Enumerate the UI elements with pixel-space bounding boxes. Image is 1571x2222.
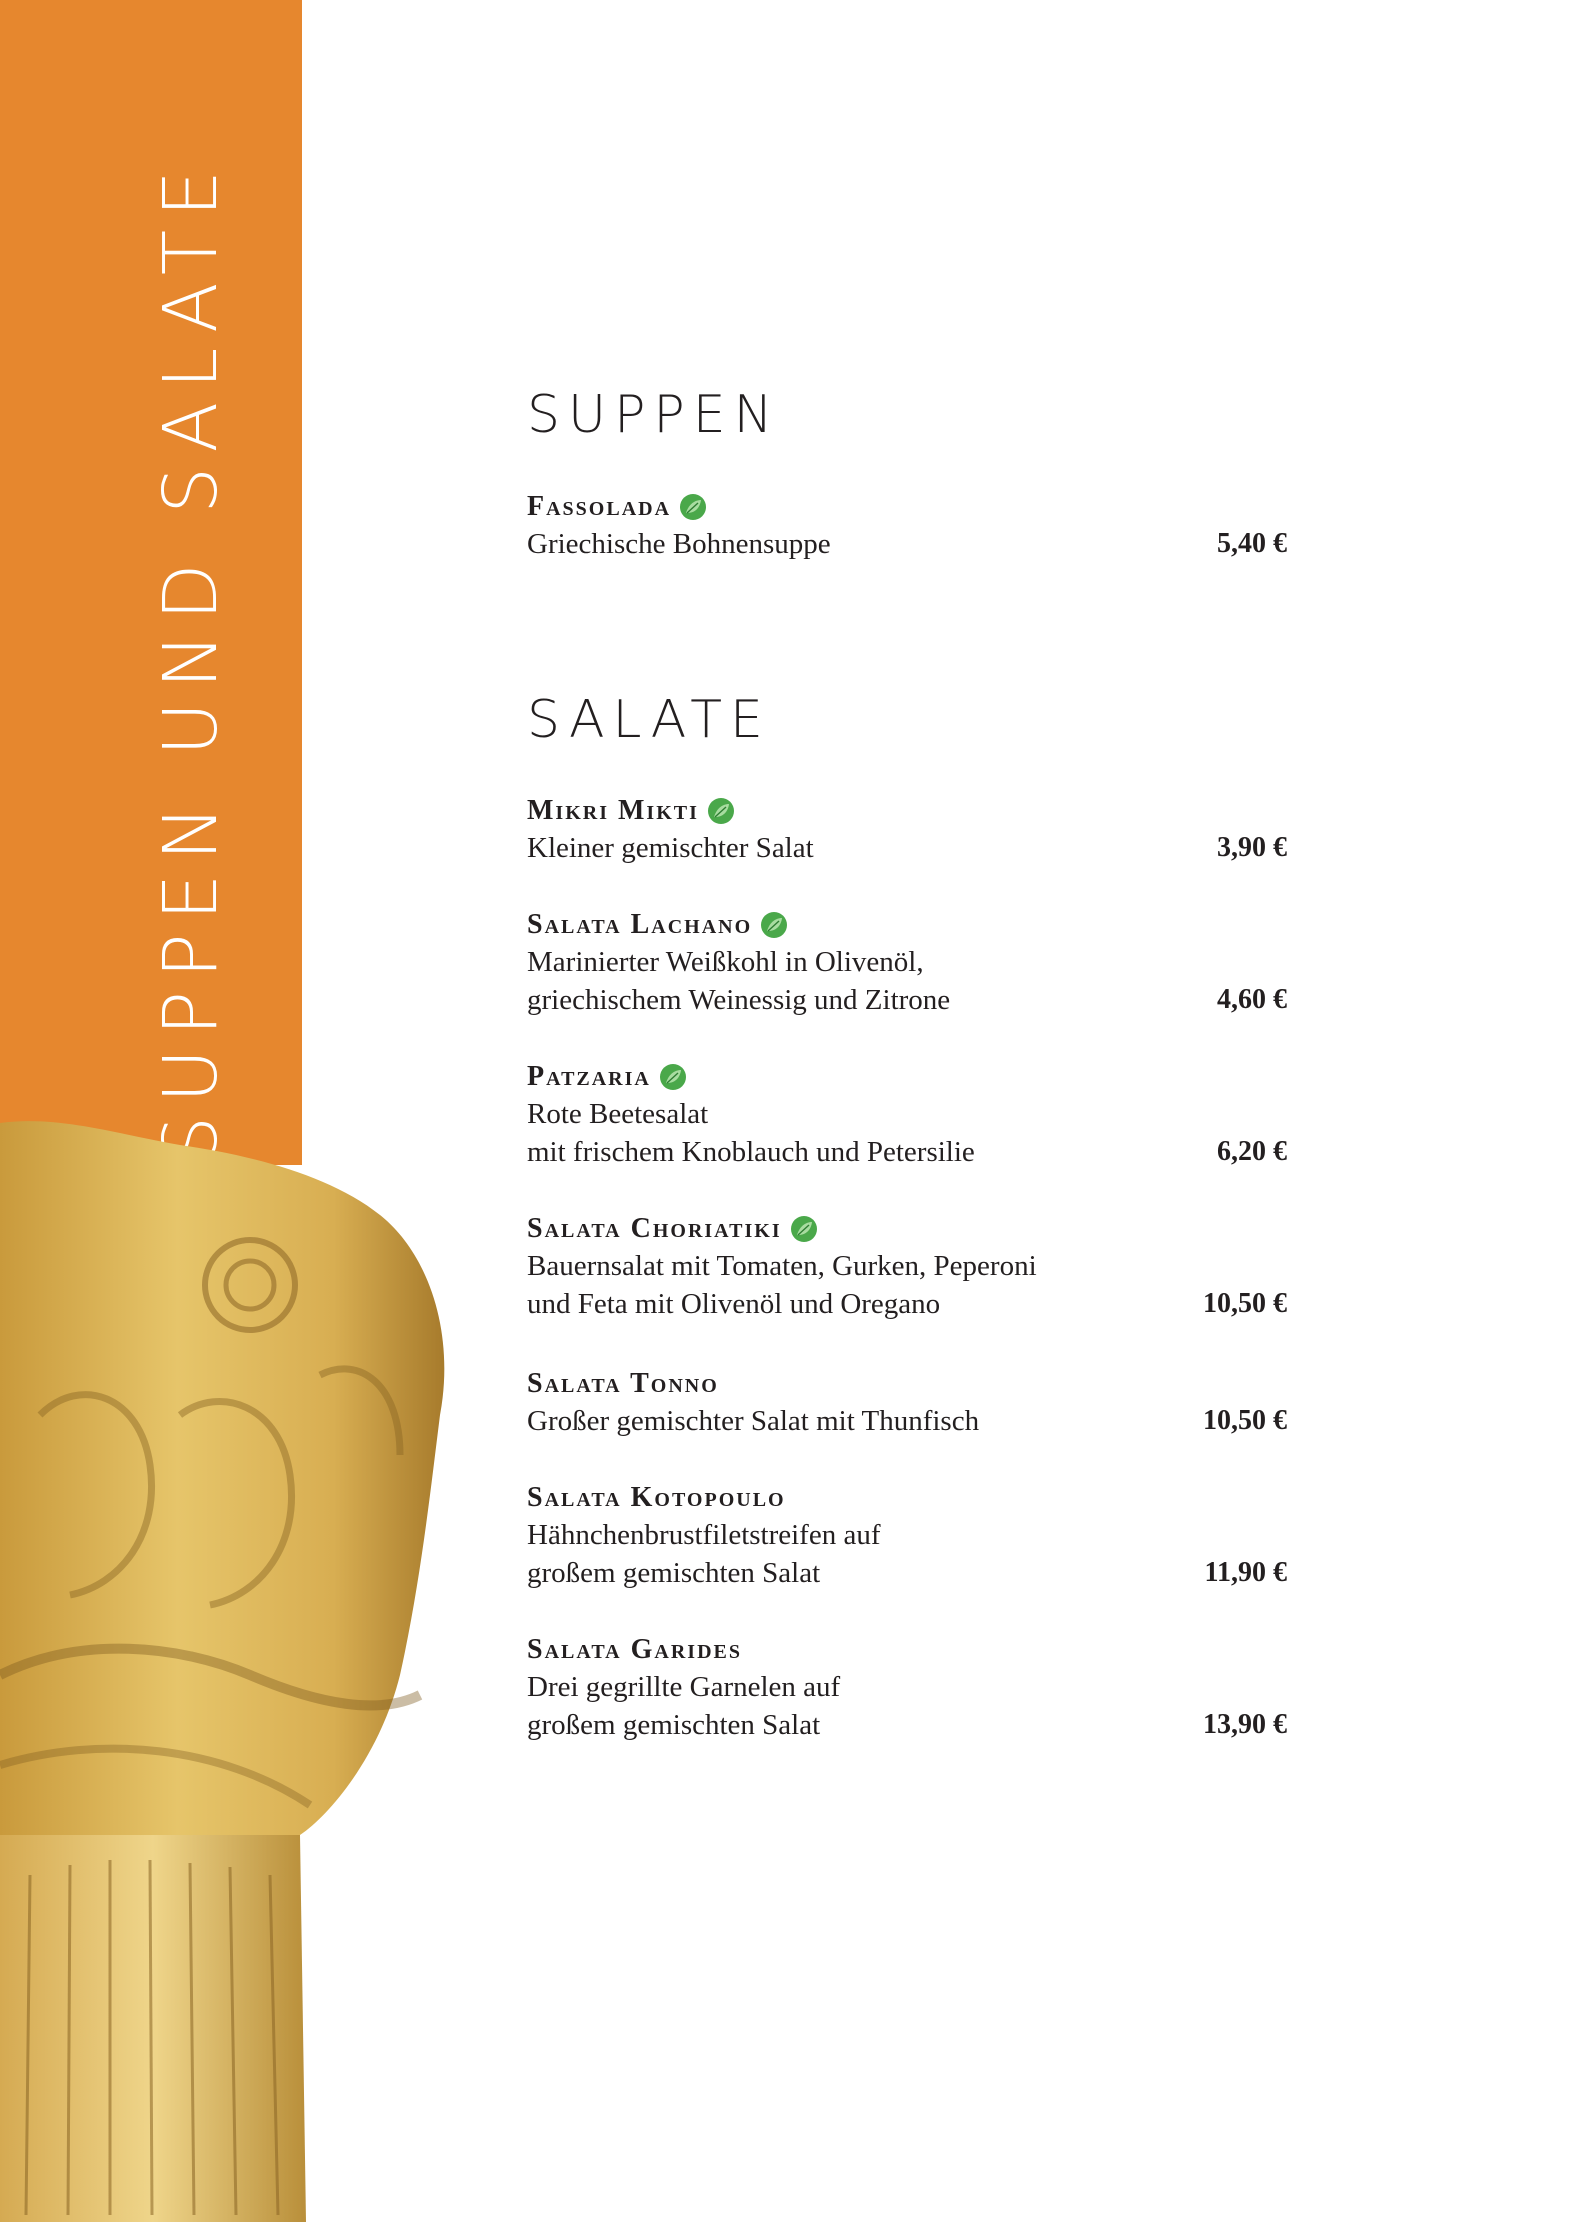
item-description-line: Rote Beetesalat — [527, 1098, 709, 1130]
menu-item — [527, 1480, 1287, 1592]
item-name-text: Salata Lachano — [527, 909, 753, 940]
item-price: 5,40 € — [1217, 528, 1287, 559]
item-price: 11,90 € — [1204, 1557, 1287, 1588]
menu-item — [527, 1059, 1287, 1171]
item-name — [527, 907, 1287, 943]
item-name-text: Salata Garides — [527, 1634, 742, 1665]
item-description-line: Griechische Bohnensuppe — [527, 528, 831, 560]
menu-item — [527, 1211, 1287, 1323]
item-description-line: Drei gegrillte Garnelen auf — [527, 1671, 841, 1703]
item-price: 3,90 € — [1217, 832, 1287, 863]
leaf-icon — [790, 1214, 818, 1244]
item-name-text: Salata Choriatiki — [527, 1213, 782, 1244]
menu-item — [527, 489, 1287, 563]
leaf-icon — [679, 492, 707, 522]
corinthian-column-image — [0, 1115, 470, 2222]
item-description-line: und Feta mit Olivenöl und Oregano — [527, 1288, 941, 1320]
menu-item — [527, 793, 1287, 867]
item-description-line: mit frischem Knoblauch und Petersilie — [527, 1136, 975, 1168]
item-description-line: Hähnchenbrustfiletstreifen auf — [527, 1519, 881, 1551]
sidebar-band — [0, 0, 302, 1165]
section-heading-suppen: SUPPEN — [527, 385, 781, 445]
item-price: 10,50 € — [1203, 1405, 1287, 1436]
item-description-line: Marinierter Weißkohl in Olivenöl, — [527, 946, 924, 978]
item-name — [527, 1632, 1287, 1668]
item-name-text: Patzaria — [527, 1061, 651, 1092]
item-name — [527, 489, 1287, 525]
item-price: 6,20 € — [1217, 1136, 1287, 1167]
leaf-icon — [659, 1062, 687, 1092]
item-description-line: großem gemischten Salat — [527, 1557, 821, 1589]
item-price: 4,60 € — [1217, 984, 1287, 1015]
item-name-text: Fassolada — [527, 491, 672, 522]
item-name — [527, 1480, 1287, 1516]
leaf-icon — [707, 796, 735, 826]
item-name — [527, 1366, 1287, 1402]
menu-item — [527, 907, 1287, 1019]
item-description-line: Bauernsalat mit Tomaten, Gurken, Peperoni — [527, 1250, 1037, 1282]
item-name — [527, 1059, 1287, 1095]
item-name-text: Salata Tonno — [527, 1368, 719, 1399]
item-description-line: großem gemischten Salat — [527, 1709, 821, 1741]
menu-item — [527, 1632, 1287, 1744]
item-name-text: Salata Kotopoulo — [527, 1482, 786, 1513]
item-name — [527, 793, 1287, 829]
item-price: 13,90 € — [1203, 1709, 1287, 1740]
section-heading-salate: SALATE — [527, 690, 771, 750]
sidebar-title: SUPPEN UND SALATE — [148, 157, 234, 1163]
item-price: 10,50 € — [1203, 1288, 1287, 1319]
item-description-line: Kleiner gemischter Salat — [527, 832, 814, 864]
menu-item — [527, 1366, 1287, 1440]
item-name — [527, 1211, 1287, 1247]
item-name-text: Mikri Mikti — [527, 795, 699, 826]
item-description-line: Großer gemischter Salat mit Thunfisch — [527, 1405, 980, 1437]
leaf-icon — [760, 910, 788, 940]
item-description-line: griechischem Weinessig und Zitrone — [527, 984, 951, 1016]
